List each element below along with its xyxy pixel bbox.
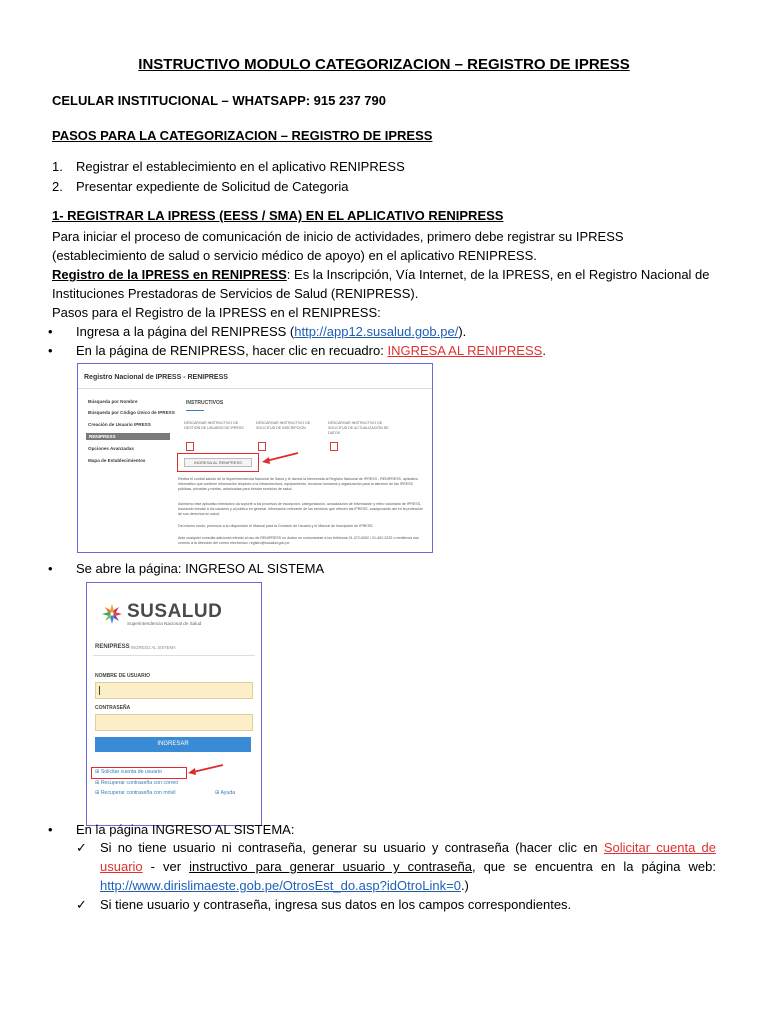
bullet4-text: En la página INGRESO AL SISTEMA: bbox=[76, 822, 295, 837]
check1-text-c: , que se encuentra en la página web: bbox=[471, 859, 716, 874]
bullet-icon: • bbox=[48, 324, 53, 339]
renipress-label: RENIPRESS bbox=[95, 644, 130, 650]
instructivo-usuario-link[interactable]: instructivo para generar usuario y contraseña bbox=[189, 859, 472, 874]
section1-heading: 1- REGISTRAR LA IPRESS (EESS / SMA) EN EL APLICATIVO RENIPRESS bbox=[52, 208, 504, 223]
sidebar-item-busqueda-nombre[interactable]: Búsqueda por Nombre bbox=[88, 399, 138, 404]
sidebar-item-creacion-usuario[interactable]: Creación de Usuario IPRESS bbox=[88, 422, 151, 427]
sidebar-item-busqueda-codigo[interactable]: Búsqueda por Código Único de IPRESS bbox=[88, 410, 175, 415]
recuperar-correo-label: Recuperar contraseña con correo bbox=[100, 780, 179, 786]
check2-text: Si tiene usuario y contraseña, ingresa sus datos en los campos correspondientes. bbox=[100, 897, 572, 912]
download-instructivo-actualizacion[interactable]: DESCARGAR INSTRUCTIVO DE SOLICITUD DE ACTUALIZACIÓN DE DATOS bbox=[328, 421, 389, 435]
username-label: NOMBRE DE USUARIO bbox=[95, 673, 151, 679]
instructivos-underline bbox=[186, 410, 204, 411]
recuperar-movil-label: Recuperar contraseña con móvil bbox=[100, 790, 176, 796]
download-instructivo-inscripcion[interactable]: DESCARGAR INSTRUCTIVO DE SOLICITUD DE INSCRIPCIÓN bbox=[256, 421, 311, 430]
link-icon: ⊞ bbox=[95, 769, 100, 775]
steps-heading: PASOS PARA LA CATEGORIZACION – REGISTRO DE IPRESS bbox=[52, 128, 433, 143]
instructivos-heading: INSTRUCTIVOS bbox=[186, 400, 224, 406]
check-tiene-usuario bbox=[76, 895, 716, 914]
text-cursor bbox=[99, 686, 100, 695]
susalud-subtitle: Superintendencia Nacional de Salud bbox=[127, 621, 202, 626]
phone-line: CELULAR INSTITUCIONAL – WHATSAPP: 915 237 790 bbox=[52, 93, 386, 108]
checkmark-icon: ✓ bbox=[76, 840, 87, 855]
intro-paragraph: Para iniciar el proceso de comunicación de inicio de actividades, primero debe registrar su IPRESS (establecimiento de salud o servicio médico de apoyo) en el aplicativo RENIPRESS. bbox=[52, 229, 624, 263]
bullet-icon: • bbox=[48, 822, 53, 837]
renipress-header: Registro Nacional de IPRESS - RENIPRESS bbox=[84, 374, 228, 381]
step-1-number: 1. bbox=[52, 159, 63, 174]
link-icon: ⊞ bbox=[95, 790, 100, 796]
checkmark-icon: ✓ bbox=[76, 897, 87, 912]
bullet2-text: En la página de RENIPRESS, hacer clic en recuadro: bbox=[76, 343, 388, 358]
solicitar-cuenta-link[interactable] bbox=[95, 769, 162, 775]
step-1-text: Registrar el establecimiento en el aplicativo RENIPRESS bbox=[76, 159, 405, 174]
check-no-usuario bbox=[76, 838, 716, 895]
bullet-en-pagina-ingreso bbox=[48, 820, 736, 839]
step-2-number: 2. bbox=[52, 179, 63, 194]
bullet-click-ingresa bbox=[48, 341, 736, 360]
registro-paragraph bbox=[52, 265, 720, 303]
divider bbox=[93, 655, 255, 656]
registro-text: : Es la Inscripción, Vía Internet, de la IPRESS, en el Registro Nacional de Instituciones Prestadoras de Servicios de Salud (RENIPRESS). bbox=[52, 267, 710, 301]
document-title: INSTRUCTIVO MODULO CATEGORIZACION – REGISTRO DE IPRESS bbox=[138, 56, 630, 73]
recuperar-movil-link[interactable] bbox=[95, 790, 176, 796]
solicitar-cuenta-highlight: Solicitar cuenta de usuario bbox=[100, 840, 716, 874]
link-icon: ⊞ bbox=[95, 780, 100, 786]
ingreso-label: INGRESO AL SISTEMA bbox=[131, 645, 176, 650]
download-instructivo-usuario[interactable]: DESCARGAR INSTRUCTIVO DE GESTIÓN DE USUARIO DE IPRESS bbox=[184, 421, 244, 430]
arrow-icon bbox=[187, 763, 225, 777]
bullet1-post: ). bbox=[458, 324, 467, 339]
ingresa-renipress-button[interactable]: INGRESA AL RENIPRESS bbox=[184, 458, 252, 467]
renipress-screenshot bbox=[77, 363, 433, 553]
manual-text: Del mismo modo, ponemos a su disposición el Manual para la Creación de Usuario y el Manual de Inscripción de IPRESS. bbox=[178, 524, 374, 528]
support-text: Asimismo este aplicativo interactivo da soporte a los procesos de inscripción, categorización, actualización de información y retiro voluntario de IPRESS, buscando brindar a los usuarios y al público en general, información relevante de los servicios que ofrecen las IPRESS, coadyuvando así en la protección de sus derechos en salud. bbox=[178, 502, 424, 516]
bullet-icon: • bbox=[48, 561, 53, 576]
recuperar-correo-link[interactable] bbox=[95, 780, 178, 786]
welcome-text: Reciba el cordial saludo de la Superintendencia Nacional de Salud y le damos la bienvenida al Registro Nacional de IPRESS - RENIPRESS, aplicativo informático que contiene información respecto a la infraestructura, equipamiento, recursos humanos y organización para la atención de las IPRESS públicas, privadas y mixtas, autorizadas para brindar servicios de salud. bbox=[178, 477, 418, 491]
help-link[interactable] bbox=[215, 790, 235, 796]
bullet1-text: Ingresa a la página del RENIPRESS ( bbox=[76, 324, 295, 339]
sidebar-item-opciones[interactable]: Opciones Avanzadas bbox=[88, 446, 134, 451]
dirislimaeste-link[interactable]: http://www.dirislimaeste.gob.pe/OtrosEst_do.asp?idOtroLink=0 bbox=[100, 878, 461, 893]
sidebar-item-mapa[interactable]: Mapa de Establecimientos bbox=[88, 458, 146, 463]
solicitar-cuenta-label: Solicitar cuenta de usuario bbox=[100, 769, 162, 775]
pdf-icon[interactable] bbox=[186, 442, 194, 451]
pdf-icon[interactable] bbox=[330, 442, 338, 451]
susalud-logo bbox=[101, 603, 123, 625]
help-label: Ayuda bbox=[220, 790, 236, 796]
check1-text-a: Si no tiene usuario ni contraseña, generar su usuario y contraseña (hacer clic en bbox=[100, 840, 604, 855]
password-input[interactable] bbox=[95, 714, 253, 731]
registro-label: Registro de la IPRESS en RENIPRESS bbox=[52, 267, 287, 282]
help-icon: ⊞ bbox=[215, 790, 220, 796]
bullet-icon: • bbox=[48, 343, 53, 358]
arrow-icon bbox=[260, 450, 300, 466]
step-2-text: Presentar expediente de Solicitud de Categoria bbox=[76, 179, 349, 194]
bullet-renipress-page bbox=[48, 322, 736, 341]
username-input[interactable] bbox=[95, 682, 253, 699]
bullet2-post: . bbox=[542, 343, 546, 358]
header-divider bbox=[78, 388, 432, 389]
bullet3-text: Se abre la página: INGRESO AL SISTEMA bbox=[76, 561, 325, 576]
pasos-line: Pasos para el Registro de la IPRESS en el RENIPRESS: bbox=[52, 305, 381, 320]
susalud-brand: SUSALUD bbox=[127, 601, 223, 622]
check1-text-b: - ver bbox=[142, 859, 190, 874]
password-label: CONTRASEÑA bbox=[95, 705, 131, 711]
login-screenshot bbox=[86, 582, 262, 826]
check1-text-d: .) bbox=[460, 878, 469, 893]
renipress-link[interactable]: http://app12.susalud.gob.pe/ bbox=[294, 324, 459, 339]
sidebar-item-renipress[interactable]: RENIPRESS bbox=[86, 433, 170, 440]
ingresar-button[interactable]: INGRESAR bbox=[95, 737, 251, 752]
contact-text: Ante cualquier consulta adicional referido al uso de RENIPRESS no duden en comunicarse a los teléfonos 01-372-6052 / 01-402-2232 o remitirnos sus correos a la dirección del correo electrónico: registro@susalud.gob.pe bbox=[178, 536, 419, 545]
bullet-ingreso-sistema bbox=[48, 559, 736, 578]
ingresa-renipress-highlight: INGRESA AL RENIPRESS bbox=[387, 343, 543, 358]
